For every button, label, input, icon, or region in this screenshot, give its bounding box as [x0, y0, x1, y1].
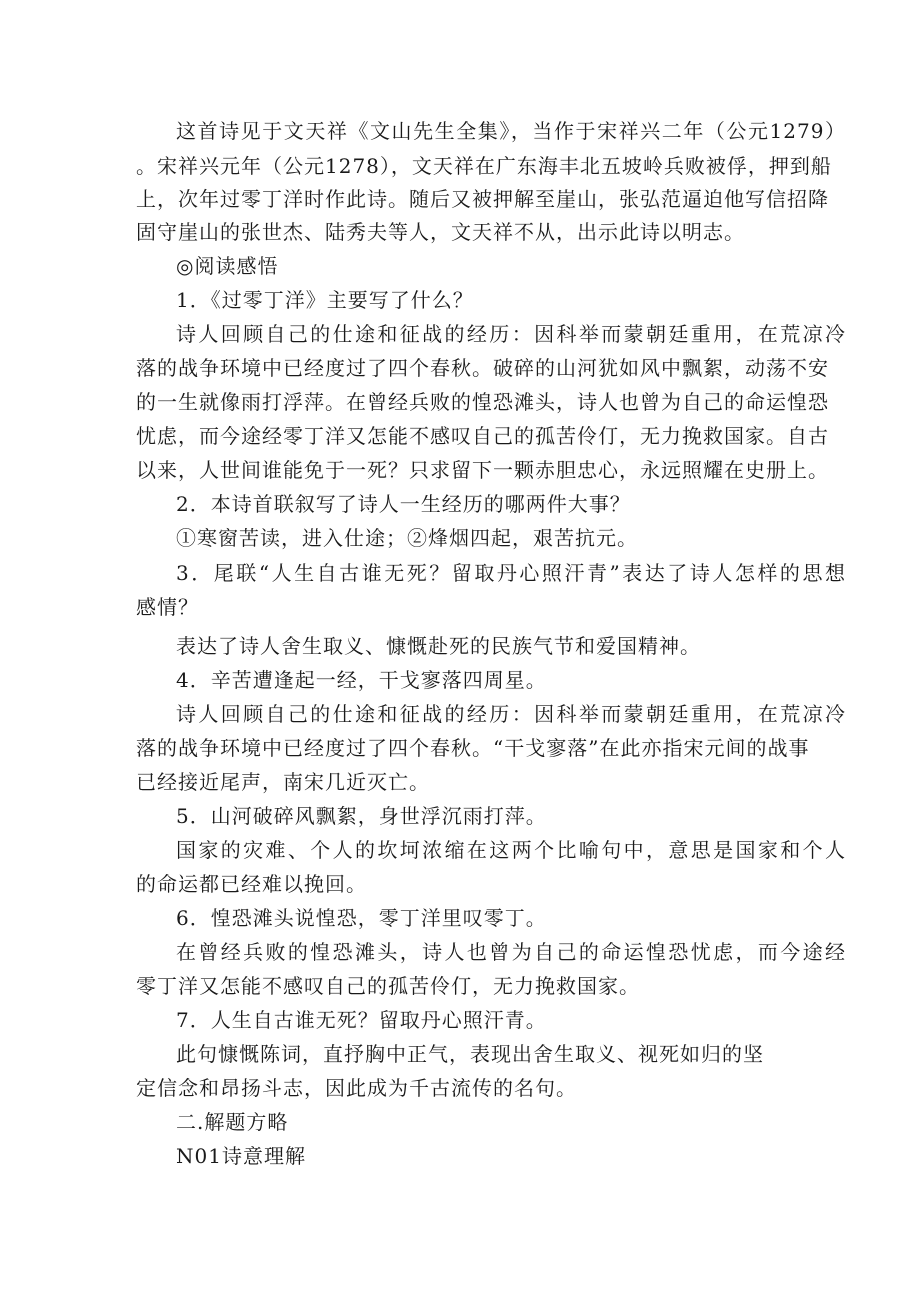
- section-heading-strategy: 二.解题方略: [176, 1110, 289, 1134]
- question-2: 2．本诗首联叙写了诗人一生经历的哪两件大事？: [176, 492, 631, 516]
- answer-6-line-2: 零丁洋又怎能不感叹自己的孤苦伶仃，无力挽救国家。: [136, 974, 640, 998]
- answer-1-line-3: 的一生就像雨打浮萍。在曾经兵败的惶恐滩头，诗人也曾为自己的命运惶恐: [136, 390, 829, 414]
- question-3-line-1: 3．尾联“人生自古谁无死？留取丹心照汗青”表达了诗人怎样的思想: [176, 561, 846, 585]
- section-heading-reading: ◎阅读感悟: [176, 254, 279, 278]
- intro-line-4: 固守崖山的张世杰、陆秀夫等人，文天祥不从，出示此诗以明志。: [136, 220, 745, 244]
- answer-7-line-2: 定信念和昂扬斗志，因此成为千古流传的名句。: [136, 1076, 577, 1100]
- question-3-line-2: 感情？: [136, 595, 199, 619]
- intro-line-2: 。宋祥兴元年（公元1278），文天祥在广东海丰北五坡岭兵败被俘，押到船: [136, 154, 832, 178]
- question-6: 6．惶恐滩头说惶恐，零丁洋里叹零丁。: [176, 906, 547, 930]
- answer-4-line-2: 落的战争环境中已经度过了四个春秋。“干戈寥落”在此亦指宋元间的战事: [136, 736, 810, 760]
- intro-line-3: 上，次年过零丁洋时作此诗。随后又被押解至崖山，张弘范逼迫他写信招降: [136, 187, 829, 211]
- question-1: 1．《过零丁洋》主要写了什么？: [176, 288, 474, 312]
- answer-1-line-4: 忧虑，而今途经零丁洋又怎能不感叹自己的孤苦伶仃，无力挽救国家。自古: [136, 424, 829, 448]
- answer-4-line-1: 诗人回顾自己的仕途和征战的经历：因科举而蒙朝廷重用，在荒凉冷: [176, 702, 846, 726]
- subsection-heading-n01: N01诗意理解: [176, 1144, 306, 1168]
- answer-3: 表达了诗人舍生取义、慷慨赴死的民族气节和爱国精神。: [176, 634, 701, 658]
- answer-1-line-1: 诗人回顾自己的仕途和征战的经历：因科举而蒙朝廷重用，在荒凉冷: [176, 322, 846, 346]
- answer-1-line-2: 落的战争环境中已经度过了四个春秋。破碎的山河犹如风中飘絮，动荡不安: [136, 356, 829, 380]
- answer-6-line-1: 在曾经兵败的惶恐滩头，诗人也曾为自己的命运惶恐忧虑，而今途经: [176, 940, 846, 964]
- answer-5-line-1: 国家的灾难、个人的坎坷浓缩在这两个比喻句中，意思是国家和个人: [176, 838, 846, 862]
- answer-2: ①寒窗苦读，进入仕途；②烽烟四起，艰苦抗元。: [176, 526, 638, 550]
- answer-5-line-2: 的命运都已经难以挽回。: [136, 872, 367, 896]
- question-7: 7．人生自古谁无死？留取丹心照汗青。: [176, 1008, 547, 1032]
- answer-7-line-1: 此句慷慨陈词，直抒胸中正气，表现出舍生取义、视死如归的坚: [176, 1042, 764, 1066]
- answer-1-line-5: 以来，人世间谁能免于一死？只求留下一颗赤胆忠心，永远照耀在史册上。: [136, 458, 829, 482]
- question-4: 4．辛苦遭逢起一经，干戈寥落四周星。: [176, 668, 547, 692]
- intro-line-1: 这首诗见于文天祥《文山先生全集》，当作于宋祥兴二年（公元1279）: [176, 119, 846, 143]
- answer-4-line-3: 已经接近尾声，南宋几近灭亡。: [136, 770, 430, 794]
- question-5: 5．山河破碎风飘絮，身世浮沉雨打萍。: [176, 804, 547, 828]
